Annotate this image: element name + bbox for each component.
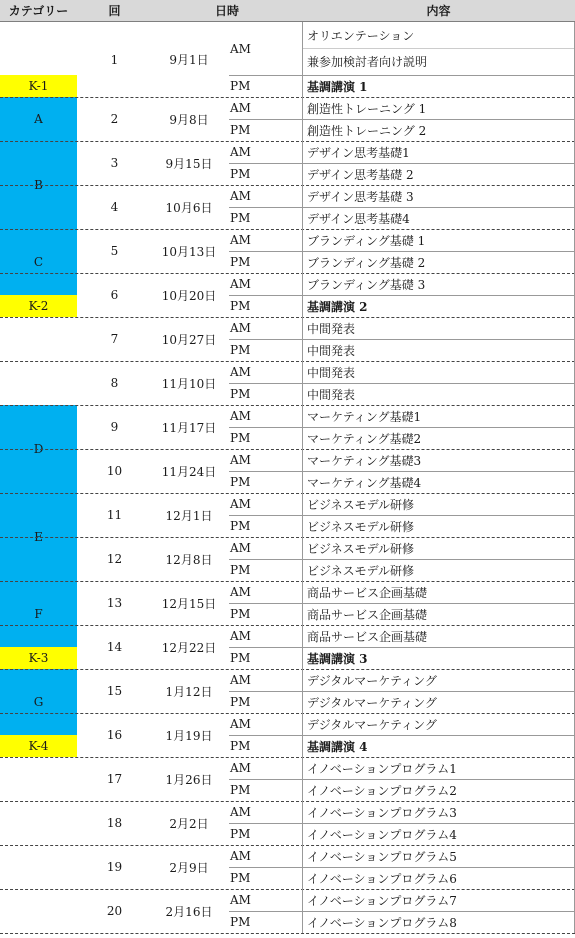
row-divider [229, 559, 575, 560]
content-item: マーケティング基礎4 [307, 475, 422, 490]
content-item: ビジネスモデル研修 [307, 541, 415, 556]
row-divider [229, 163, 575, 164]
session-number: 8 [110, 376, 119, 390]
am-label: AM [230, 761, 251, 775]
row-divider [229, 251, 575, 252]
category-cell: C [0, 229, 77, 295]
content-item: デジタルマーケティング [307, 717, 437, 732]
session-date: 10月27日 [161, 332, 217, 347]
session-date: 11月10日 [161, 376, 217, 391]
header-content: 内容 [302, 0, 575, 22]
session-date: 2月16日 [165, 904, 213, 919]
session-date: 1月12日 [165, 684, 213, 699]
content-item: イノベーションプログラム3 [307, 805, 457, 820]
session-date: 12月1日 [165, 508, 213, 523]
am-label: AM [230, 497, 251, 511]
session-number: 17 [106, 772, 123, 786]
am-label: AM [230, 541, 251, 555]
am-label: AM [230, 41, 251, 56]
content-item: 中間発表 [307, 365, 356, 380]
am-label: AM [230, 321, 251, 335]
content-item: ブランディング基礎 1 [307, 233, 426, 248]
am-label: AM [230, 805, 251, 819]
row-divider [229, 647, 575, 648]
session-number: 4 [110, 200, 119, 214]
session-number: 5 [110, 244, 119, 258]
session-date: 9月15日 [165, 156, 213, 171]
content-item: ビジネスモデル研修 [307, 497, 415, 512]
category-cell: F [0, 581, 77, 647]
content-item: 基調講演 1 [307, 79, 368, 94]
content-item: イノベーションプログラム8 [307, 915, 457, 930]
session-date: 1月26日 [165, 772, 213, 787]
content-item: イノベーションプログラム1 [307, 761, 457, 776]
row-divider [229, 471, 575, 472]
am-label: AM [230, 365, 251, 379]
pm-label: PM [230, 607, 251, 621]
row-divider [229, 779, 575, 780]
content-item: 中間発表 [307, 343, 356, 358]
pm-label: PM [230, 563, 251, 577]
content-item: イノベーションプログラム2 [307, 783, 457, 798]
pm-label: PM [230, 387, 251, 401]
session-date: 10月20日 [161, 288, 217, 303]
pm-label: PM [230, 475, 251, 489]
session-number: 15 [106, 684, 123, 698]
pm-label: PM [230, 651, 251, 665]
content-item: 創造性トレーニング 1 [307, 101, 427, 116]
content-item: デジタルマーケティング [307, 673, 437, 688]
session-date: 10月13日 [161, 244, 217, 259]
am-label: AM [230, 453, 251, 467]
pm-label: PM [230, 827, 251, 841]
content-item: イノベーションプログラム7 [307, 893, 457, 908]
am-label: AM [230, 585, 251, 599]
pm-label: PM [230, 79, 251, 93]
row-divider [229, 691, 575, 692]
pm-label: PM [230, 519, 251, 533]
session-number: 13 [106, 596, 123, 610]
session-number: 7 [110, 332, 119, 346]
am-label: AM [230, 629, 251, 643]
content-item: ブランディング基礎 3 [307, 277, 426, 292]
content-item: 兼参加検討者向け説明 [307, 55, 428, 69]
session-date: 12月22日 [161, 640, 217, 655]
session-number: 16 [106, 728, 123, 742]
pm-label: PM [230, 783, 251, 797]
session-number: 12 [106, 552, 123, 566]
pm-label: PM [230, 431, 251, 445]
content-item: デジタルマーケティング [307, 695, 437, 710]
category-cell: B [0, 141, 77, 229]
session-number: 19 [106, 860, 123, 874]
row-divider [229, 207, 575, 208]
content-item: 基調講演 3 [307, 651, 368, 666]
am-label: AM [230, 893, 251, 907]
session-number: 20 [106, 904, 123, 918]
row-divider [229, 119, 575, 120]
am-label: AM [230, 409, 251, 423]
row-divider [229, 295, 575, 296]
am-label: AM [230, 189, 251, 203]
am-label: AM [230, 145, 251, 159]
category-cell: K-1 [0, 75, 77, 97]
content-item: ビジネスモデル研修 [307, 563, 415, 578]
session-number: 14 [106, 640, 123, 654]
content-item: オリエンテーション [307, 28, 415, 43]
row-divider [229, 75, 575, 76]
am-label: AM [230, 101, 251, 115]
column-divider [302, 22, 303, 933]
row-divider [229, 339, 575, 340]
content-item: 中間発表 [307, 321, 356, 336]
session-number: 18 [106, 816, 123, 830]
session-date: 2月9日 [169, 860, 209, 875]
content-item: 創造性トレーニング 2 [307, 123, 427, 138]
content-item: 商品サービス企画基礎 [307, 607, 428, 622]
pm-label: PM [230, 167, 251, 181]
session-date: 2月2日 [169, 816, 209, 831]
content-item: ビジネスモデル研修 [307, 519, 415, 534]
header-session: 回 [77, 0, 152, 22]
category-cell: G [0, 669, 77, 735]
am-label: AM [230, 233, 251, 247]
session-date: 9月8日 [169, 112, 209, 127]
row-divider [229, 867, 575, 868]
category-cell: E [0, 493, 77, 581]
content-item: イノベーションプログラム6 [307, 871, 457, 886]
row-divider [302, 48, 575, 49]
content-item: デザイン思考基礎4 [307, 211, 410, 226]
content-item: 基調講演 2 [307, 299, 368, 314]
row-divider [229, 735, 575, 736]
session-number: 10 [106, 464, 123, 478]
content-item: 基調講演 4 [307, 739, 368, 754]
session-number: 2 [110, 112, 119, 126]
category-cell: K-3 [0, 647, 77, 669]
am-label: AM [230, 717, 251, 731]
category-cell: K-4 [0, 735, 77, 757]
session-date: 10月6日 [165, 200, 213, 215]
row-divider [229, 383, 575, 384]
am-label: AM [230, 849, 251, 863]
pm-label: PM [230, 299, 251, 313]
pm-label: PM [230, 915, 251, 929]
am-label: AM [230, 277, 251, 291]
pm-label: PM [230, 871, 251, 885]
content-item: ブランディング基礎 2 [307, 255, 426, 270]
category-cell: A [0, 97, 77, 141]
row-divider [229, 911, 575, 912]
content-item: マーケティング基礎1 [307, 409, 422, 424]
row-divider [229, 427, 575, 428]
header-category: カテゴリー [0, 0, 77, 22]
pm-label: PM [230, 255, 251, 269]
category-cell: K-2 [0, 295, 77, 317]
content-item: デザイン思考基礎 2 [307, 167, 414, 182]
session-number: 9 [110, 420, 119, 434]
row-divider [229, 823, 575, 824]
session-number: 3 [110, 156, 119, 170]
session-number: 1 [110, 52, 119, 67]
content-item: イノベーションプログラム4 [307, 827, 457, 842]
content-item: マーケティング基礎3 [307, 453, 422, 468]
pm-label: PM [230, 343, 251, 357]
pm-label: PM [230, 739, 251, 753]
content-item: デザイン思考基礎1 [307, 145, 410, 160]
am-label: AM [230, 673, 251, 687]
session-date: 9月1日 [169, 53, 209, 67]
content-item: イノベーションプログラム5 [307, 849, 457, 864]
session-date: 11月24日 [161, 464, 217, 479]
content-item: デザイン思考基礎 3 [307, 189, 414, 204]
session-divider [0, 933, 575, 934]
content-item: マーケティング基礎2 [307, 431, 422, 446]
pm-label: PM [230, 211, 251, 225]
row-divider [229, 515, 575, 516]
content-item: 中間発表 [307, 387, 356, 402]
session-date: 1月19日 [165, 728, 213, 743]
pm-label: PM [230, 123, 251, 137]
header-datetime: 日時 [152, 0, 302, 22]
row-divider [229, 603, 575, 604]
session-date: 11月17日 [161, 420, 217, 435]
content-item: 商品サービス企画基礎 [307, 629, 428, 644]
session-date: 12月8日 [165, 552, 213, 567]
session-date: 12月15日 [161, 596, 217, 611]
session-number: 11 [106, 508, 123, 522]
session-number: 6 [110, 288, 119, 302]
category-cell: D [0, 405, 77, 493]
pm-label: PM [230, 695, 251, 709]
content-item: 商品サービス企画基礎 [307, 585, 428, 600]
